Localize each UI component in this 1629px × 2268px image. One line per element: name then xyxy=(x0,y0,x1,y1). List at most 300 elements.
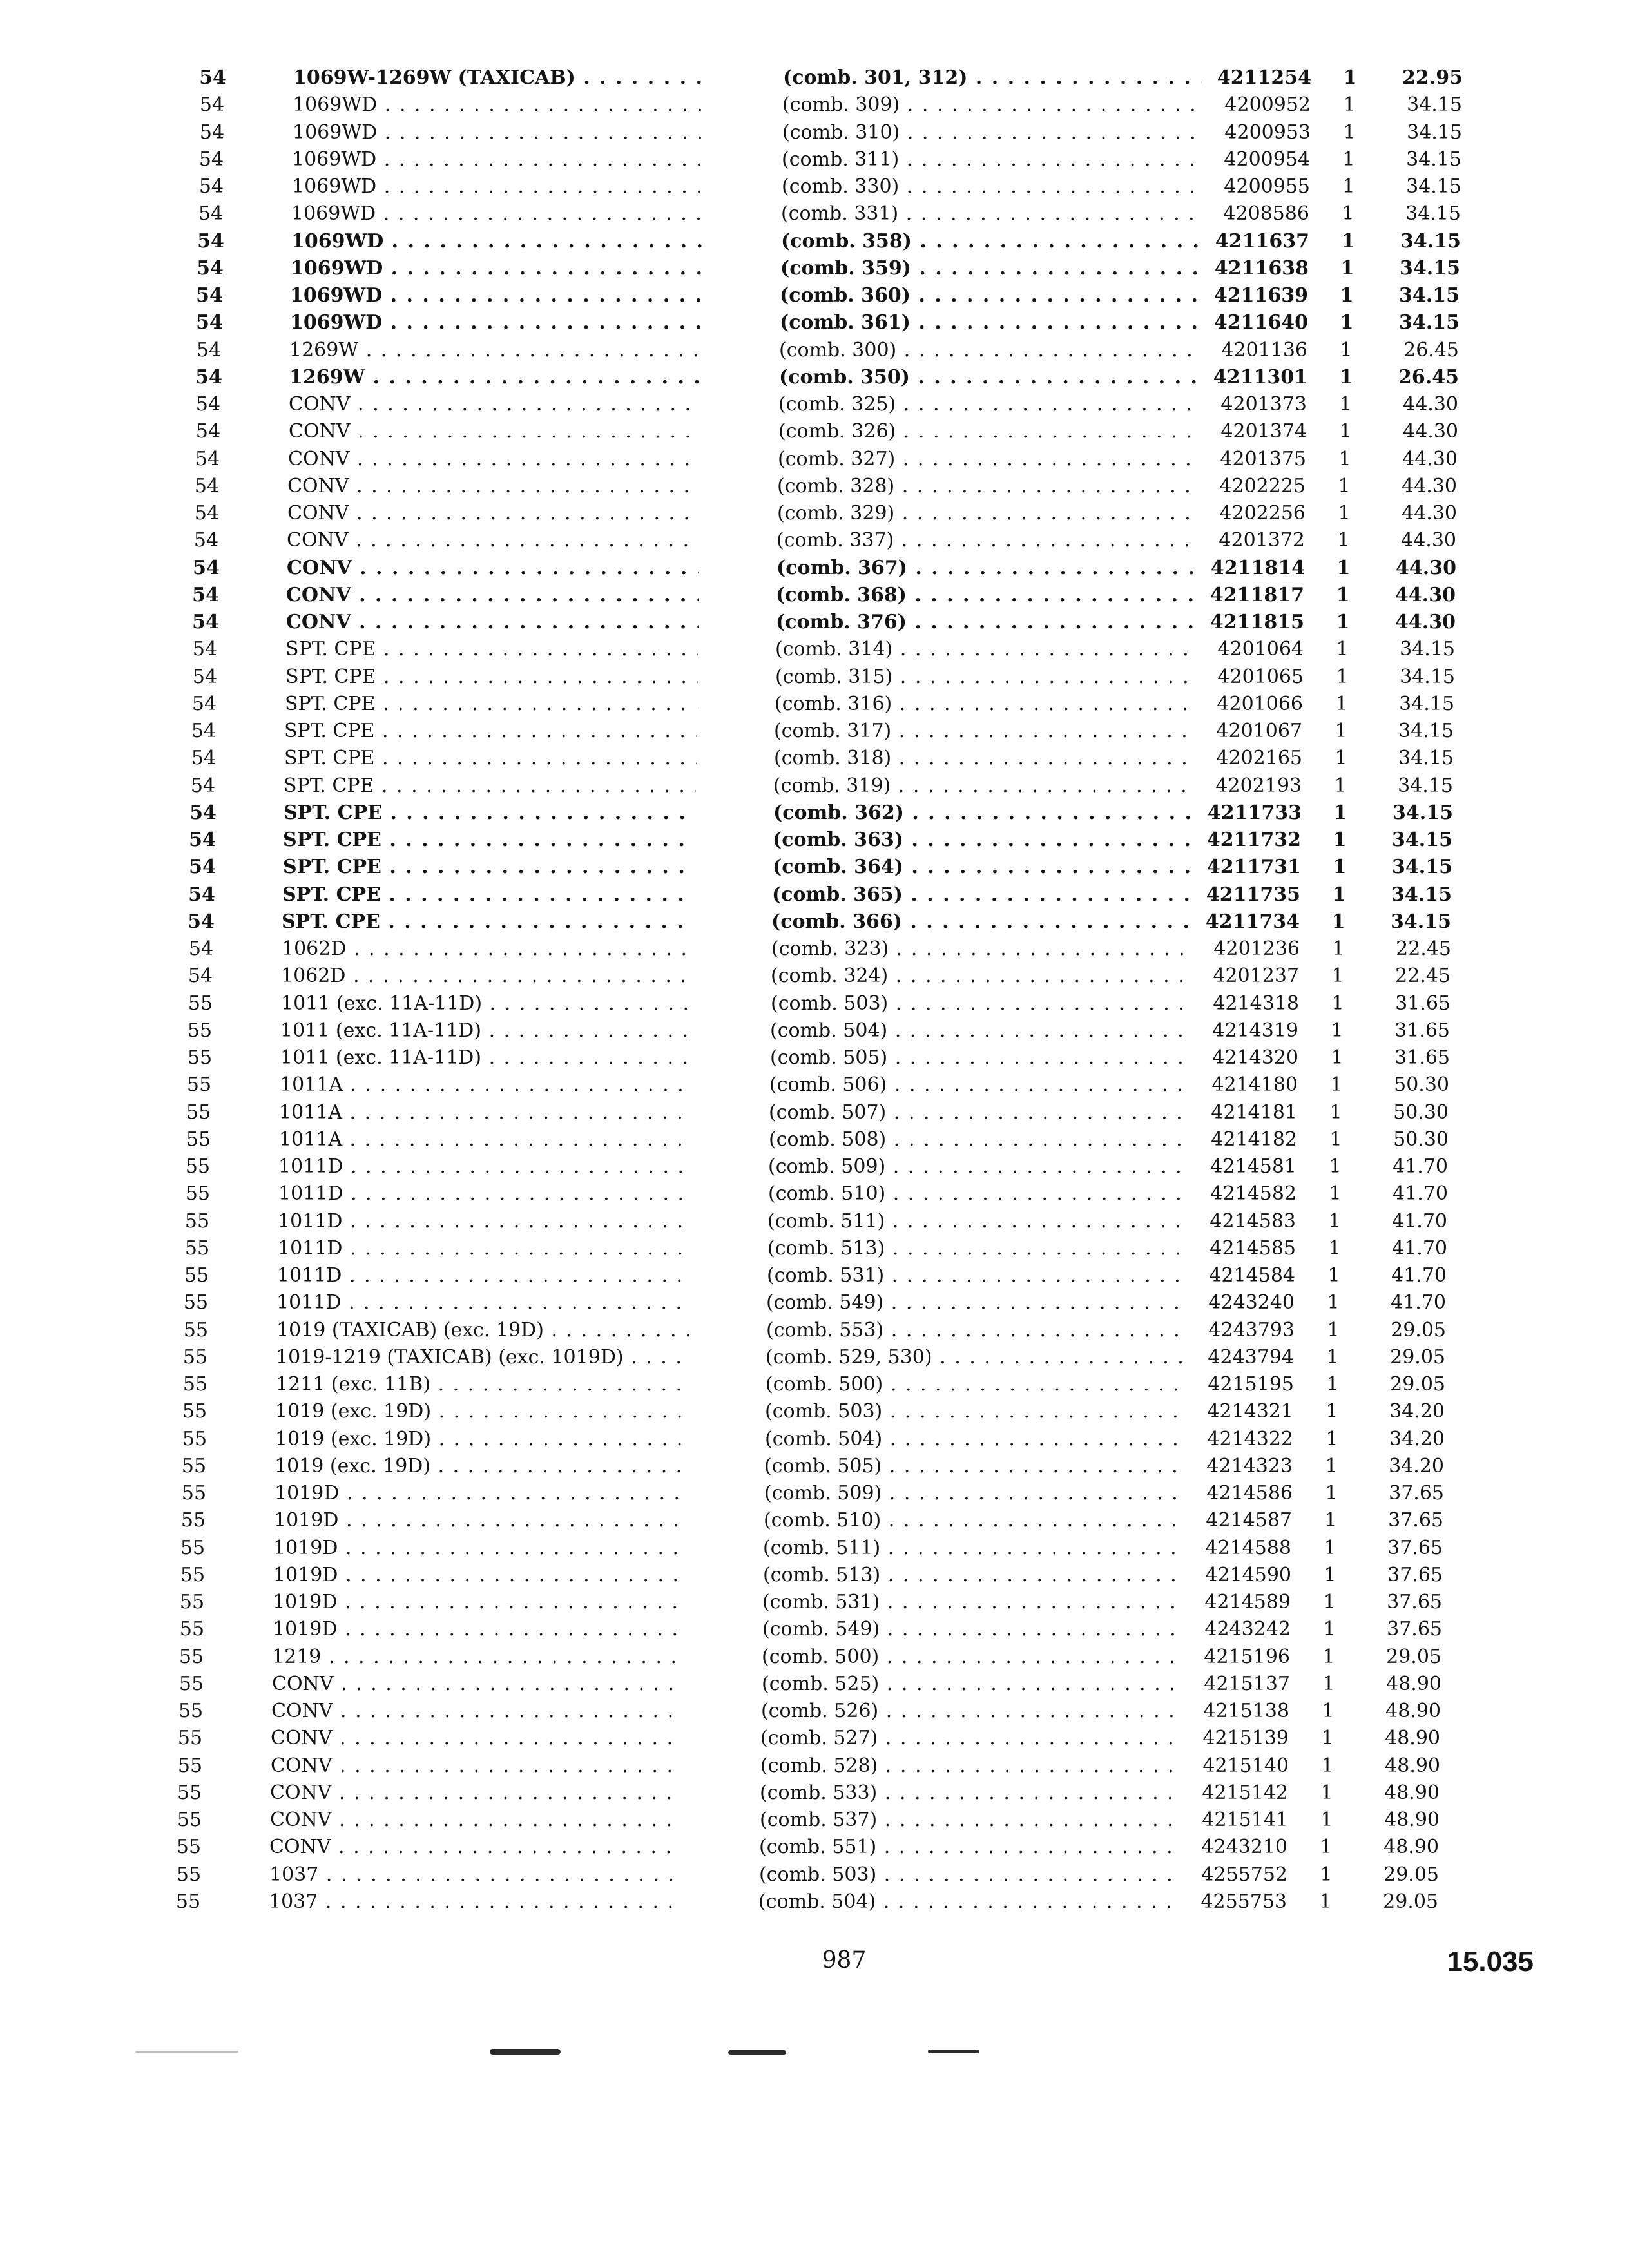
table-row xyxy=(0,582,1629,609)
combination-cell: (comb. 309) . . . xyxy=(782,91,1201,119)
quantity-cell: 1 xyxy=(1322,1645,1335,1668)
table-row xyxy=(0,1398,1629,1425)
model-cell: 1019 (exc. 19D) . . . xyxy=(275,1453,687,1480)
table-row xyxy=(0,1562,1629,1589)
combination-cell: (comb. 549) . . . xyxy=(766,1289,1185,1316)
quantity-cell: 1 xyxy=(1343,66,1357,89)
combination-cell: (comb. 505) . . . xyxy=(764,1453,1183,1480)
price-cell: 50.30 xyxy=(1393,1128,1449,1151)
combination-cell: (comb. 529, 530) . . . xyxy=(766,1344,1184,1371)
year-cell: 54 xyxy=(192,611,219,634)
year-cell: 55 xyxy=(178,1700,204,1723)
part-number-cell: 4202165 xyxy=(1216,747,1302,770)
part-number-cell: 4211637 xyxy=(1215,229,1309,253)
combination-cell: (comb. 363) . . . xyxy=(773,827,1191,854)
year-cell: 55 xyxy=(186,1128,211,1151)
combination-cell: (comb. 310) . . . xyxy=(782,119,1201,146)
quantity-cell: 1 xyxy=(1335,692,1348,715)
combination-cell: (comb. 510) . . . xyxy=(764,1507,1182,1534)
price-cell: 34.15 xyxy=(1398,720,1454,743)
scan-smudge xyxy=(728,2050,786,2055)
year-cell: 54 xyxy=(199,66,226,89)
section-number: 15.035 xyxy=(1447,1946,1534,1977)
quantity-cell: 1 xyxy=(1342,148,1355,171)
combination-cell: (comb. 500) . . . xyxy=(762,1644,1181,1671)
combination-cell: (comb. 360) . . . xyxy=(780,282,1199,309)
model-cell: SPT. CPE . . . xyxy=(284,718,697,745)
price-cell: 31.65 xyxy=(1394,1046,1450,1070)
part-number-cell: 4243793 xyxy=(1208,1318,1295,1341)
combination-cell: (comb. 508) . . . xyxy=(769,1126,1188,1153)
table-row xyxy=(0,64,1629,91)
part-number-cell: 4200952 xyxy=(1224,93,1311,117)
price-cell: 41.70 xyxy=(1392,1209,1447,1233)
year-cell: 55 xyxy=(178,1672,204,1695)
model-cell: SPT. CPE . . . xyxy=(285,664,698,691)
table-row xyxy=(0,1099,1629,1126)
year-cell: 54 xyxy=(198,202,224,226)
price-cell: 48.90 xyxy=(1385,1727,1440,1750)
combination-cell: (comb. 301, 312) . . . xyxy=(783,64,1202,91)
year-cell: 55 xyxy=(177,1727,203,1750)
model-cell: CONV . . . xyxy=(287,500,700,527)
model-cell: 1069WD . . . xyxy=(291,228,704,255)
year-cell: 54 xyxy=(191,720,217,743)
table-row xyxy=(0,446,1629,473)
part-number-cell: 4214180 xyxy=(1211,1073,1298,1097)
combination-cell: (comb. 327) . . . xyxy=(778,446,1197,473)
quantity-cell: 1 xyxy=(1331,992,1344,1015)
year-cell: 54 xyxy=(189,856,216,879)
quantity-cell: 1 xyxy=(1327,1264,1340,1287)
year-cell: 55 xyxy=(180,1536,206,1559)
year-cell: 54 xyxy=(198,148,224,171)
price-cell: 29.05 xyxy=(1383,1890,1438,1913)
quantity-cell: 1 xyxy=(1333,829,1347,852)
part-number-cell: 4211815 xyxy=(1210,611,1304,634)
part-number-cell: 4215138 xyxy=(1203,1700,1289,1723)
table-row xyxy=(0,1426,1629,1453)
table-row xyxy=(0,119,1629,146)
year-cell: 54 xyxy=(188,965,213,988)
price-cell: 29.05 xyxy=(1391,1318,1446,1341)
year-cell: 54 xyxy=(195,447,220,470)
quantity-cell: 1 xyxy=(1320,1836,1333,1859)
price-cell: 41.70 xyxy=(1392,1236,1447,1260)
quantity-cell: 1 xyxy=(1332,937,1345,961)
year-cell: 55 xyxy=(183,1318,209,1341)
year-cell: 55 xyxy=(178,1645,204,1668)
part-number-cell: 4215140 xyxy=(1202,1754,1289,1777)
price-cell: 50.30 xyxy=(1394,1073,1449,1097)
table-row xyxy=(0,1453,1629,1480)
quantity-cell: 1 xyxy=(1325,1427,1338,1450)
price-cell: 44.30 xyxy=(1395,611,1456,634)
table-row xyxy=(0,418,1629,445)
year-cell: 55 xyxy=(184,1236,210,1260)
table-row xyxy=(0,1888,1629,1916)
part-number-cell: 4201065 xyxy=(1217,665,1304,688)
part-number-cell: 4214323 xyxy=(1206,1454,1293,1477)
part-number-cell: 4214319 xyxy=(1212,1019,1298,1042)
model-cell: 1011D . . . xyxy=(278,1153,691,1180)
combination-cell: (comb. 528) . . . xyxy=(760,1753,1179,1780)
model-cell: 1069WD . . . xyxy=(291,255,703,282)
year-cell: 55 xyxy=(181,1482,207,1505)
price-cell: 34.15 xyxy=(1407,93,1462,117)
combination-cell: (comb. 513) . . . xyxy=(767,1235,1186,1262)
year-cell: 55 xyxy=(188,992,213,1015)
model-cell: 1011 (exc. 11A-11D) . . . xyxy=(280,1017,693,1044)
combination-cell: (comb. 509) . . . xyxy=(768,1153,1187,1180)
table-row xyxy=(0,1072,1629,1099)
combination-cell: (comb. 503) . . . xyxy=(759,1861,1178,1888)
part-number-cell: 4214584 xyxy=(1209,1264,1295,1287)
part-number-cell: 4211735 xyxy=(1206,883,1300,906)
model-cell: SPT. CPE . . . xyxy=(282,881,695,908)
year-cell: 54 xyxy=(193,556,220,579)
model-cell: CONV . . . xyxy=(271,1753,683,1780)
price-cell: 34.20 xyxy=(1389,1427,1445,1450)
quantity-cell: 1 xyxy=(1332,883,1346,906)
part-number-cell: 4214582 xyxy=(1210,1182,1296,1206)
table-row xyxy=(0,1671,1629,1698)
table-row xyxy=(0,827,1629,854)
combination-cell: (comb. 364) . . . xyxy=(773,854,1191,881)
price-cell: 31.65 xyxy=(1394,1019,1450,1042)
price-cell: 48.90 xyxy=(1383,1836,1439,1859)
table-row xyxy=(0,1317,1629,1344)
year-cell: 54 xyxy=(195,420,221,443)
year-cell: 55 xyxy=(179,1591,205,1614)
part-number-cell: 4201236 xyxy=(1213,937,1300,961)
model-cell: 1019 (exc. 19D) . . . xyxy=(275,1398,688,1425)
quantity-cell: 1 xyxy=(1343,93,1356,117)
part-number-cell: 4202193 xyxy=(1215,774,1302,797)
combination-cell: (comb. 551) . . . xyxy=(759,1834,1178,1861)
price-cell: 34.15 xyxy=(1398,747,1454,770)
price-cell: 48.90 xyxy=(1384,1781,1440,1804)
quantity-cell: 1 xyxy=(1322,1672,1335,1695)
model-cell: 1011D . . . xyxy=(278,1235,690,1262)
quantity-cell: 1 xyxy=(1329,1100,1342,1124)
table-row xyxy=(0,255,1629,282)
model-cell: 1011A . . . xyxy=(279,1099,691,1126)
combination-cell: (comb. 330) . . . xyxy=(782,173,1200,200)
combination-cell: (comb. 533) . . . xyxy=(760,1780,1179,1807)
table-row xyxy=(0,1235,1629,1262)
price-cell: 48.90 xyxy=(1385,1700,1441,1723)
year-cell: 55 xyxy=(184,1264,209,1287)
price-cell: 22.95 xyxy=(1402,66,1463,89)
combination-cell: (comb. 531) . . . xyxy=(762,1589,1181,1616)
price-cell: 34.15 xyxy=(1407,120,1462,144)
part-number-cell: 4214182 xyxy=(1211,1128,1297,1151)
model-cell: 1269W . . . xyxy=(289,364,702,391)
combination-cell: (comb. 328) . . . xyxy=(777,473,1196,500)
price-cell: 22.45 xyxy=(1396,937,1451,961)
combination-cell: (comb. 324) . . . xyxy=(771,963,1190,990)
table-row xyxy=(0,91,1629,119)
year-cell: 55 xyxy=(177,1754,203,1777)
model-cell: 1069WD . . . xyxy=(292,173,704,200)
price-cell: 41.70 xyxy=(1393,1182,1448,1206)
table-row xyxy=(0,990,1629,1017)
price-cell: 44.30 xyxy=(1396,556,1456,579)
combination-cell: (comb. 367) . . . xyxy=(776,555,1195,582)
part-number-cell: 4202256 xyxy=(1219,502,1306,525)
combination-cell: (comb. 350) . . . xyxy=(779,364,1198,391)
quantity-cell: 1 xyxy=(1319,1890,1332,1913)
combination-cell: (comb. 503) . . . xyxy=(765,1398,1184,1425)
model-cell: 1069WD . . . xyxy=(290,282,702,309)
table-row xyxy=(0,1644,1629,1671)
year-cell: 55 xyxy=(177,1781,202,1804)
price-cell: 48.90 xyxy=(1384,1809,1440,1832)
quantity-cell: 1 xyxy=(1329,1155,1342,1178)
year-cell: 54 xyxy=(199,93,225,117)
combination-cell: (comb. 507) . . . xyxy=(769,1099,1188,1126)
quantity-cell: 1 xyxy=(1338,502,1351,525)
part-number-cell: 4211734 xyxy=(1205,910,1300,933)
table-row xyxy=(0,1753,1629,1780)
quantity-cell: 1 xyxy=(1331,1019,1344,1042)
year-cell: 55 xyxy=(176,1863,202,1886)
price-cell: 34.15 xyxy=(1406,148,1461,171)
quantity-cell: 1 xyxy=(1335,747,1347,770)
quantity-cell: 1 xyxy=(1329,1182,1342,1206)
quantity-cell: 1 xyxy=(1326,1345,1339,1369)
year-cell: 55 xyxy=(181,1454,207,1477)
table-row xyxy=(0,1480,1629,1507)
combination-cell: (comb. 527) . . . xyxy=(760,1725,1179,1752)
price-cell: 34.15 xyxy=(1405,202,1461,226)
combination-cell: (comb. 531) . . . xyxy=(767,1262,1186,1289)
part-number-cell: 4243242 xyxy=(1204,1618,1291,1641)
model-cell: 1062D . . . xyxy=(281,963,693,990)
price-cell: 37.65 xyxy=(1389,1482,1444,1505)
year-cell: 54 xyxy=(195,393,221,416)
price-cell: 34.20 xyxy=(1389,1454,1444,1477)
model-cell: 1011D . . . xyxy=(276,1289,689,1316)
quantity-cell: 1 xyxy=(1340,256,1354,280)
quantity-cell: 1 xyxy=(1336,611,1350,634)
table-row xyxy=(0,1153,1629,1180)
part-number-cell: 4211733 xyxy=(1207,801,1302,824)
quantity-cell: 1 xyxy=(1325,1400,1338,1423)
price-cell: 34.20 xyxy=(1389,1400,1445,1423)
quantity-cell: 1 xyxy=(1324,1509,1337,1532)
year-cell: 55 xyxy=(185,1155,211,1178)
year-cell: 54 xyxy=(197,256,224,280)
model-cell: 1011D . . . xyxy=(278,1208,690,1235)
quantity-cell: 1 xyxy=(1328,1209,1341,1233)
quantity-cell: 1 xyxy=(1330,1073,1343,1097)
part-number-cell: 4211732 xyxy=(1206,829,1301,852)
combination-cell: (comb. 325) . . . xyxy=(778,391,1197,418)
part-number-cell: 4214589 xyxy=(1204,1591,1291,1614)
year-cell: 55 xyxy=(182,1427,207,1450)
table-row xyxy=(0,391,1629,418)
model-cell: CONV . . . xyxy=(287,473,700,500)
table-row xyxy=(0,1044,1629,1072)
table-row xyxy=(0,691,1629,718)
year-cell: 55 xyxy=(180,1509,206,1532)
model-cell: 1019D . . . xyxy=(275,1480,687,1507)
year-cell: 54 xyxy=(199,120,225,144)
page-number: 987 xyxy=(822,1947,867,1974)
price-cell: 48.90 xyxy=(1386,1672,1441,1695)
price-cell: 26.45 xyxy=(1403,338,1459,361)
part-number-cell: 4214318 xyxy=(1213,992,1299,1015)
model-cell: 1069W-1269W (TAXICAB) . . . xyxy=(293,64,706,91)
quantity-cell: 1 xyxy=(1342,202,1354,226)
quantity-cell: 1 xyxy=(1322,1700,1335,1723)
price-cell: 34.15 xyxy=(1400,229,1461,253)
model-cell: 1019D . . . xyxy=(273,1589,685,1616)
part-number-cell: 4211254 xyxy=(1217,66,1311,89)
part-number-cell: 4243794 xyxy=(1208,1345,1294,1369)
quantity-cell: 1 xyxy=(1335,720,1347,743)
part-number-cell: 4211731 xyxy=(1206,856,1301,879)
quantity-cell: 1 xyxy=(1337,529,1350,552)
combination-cell: (comb. 376) . . . xyxy=(776,609,1195,636)
table-row xyxy=(0,146,1629,173)
quantity-cell: 1 xyxy=(1340,311,1354,334)
table-row xyxy=(0,1126,1629,1153)
table-row xyxy=(0,1180,1629,1207)
year-cell: 54 xyxy=(191,747,217,770)
quantity-cell: 1 xyxy=(1339,420,1352,443)
part-number-cell: 4214581 xyxy=(1210,1155,1296,1178)
price-cell: 22.45 xyxy=(1395,965,1451,988)
year-cell: 54 xyxy=(194,502,220,525)
model-cell: 1011 (exc. 11A-11D) . . . xyxy=(281,990,693,1017)
table-row xyxy=(0,773,1629,800)
table-row xyxy=(0,1371,1629,1398)
year-cell: 55 xyxy=(187,1046,213,1070)
price-cell: 34.15 xyxy=(1400,256,1460,280)
table-row xyxy=(0,364,1629,391)
price-cell: 29.05 xyxy=(1383,1863,1439,1886)
combination-cell: (comb. 329) . . . xyxy=(777,500,1196,527)
quantity-cell: 1 xyxy=(1325,1454,1338,1477)
table-row xyxy=(0,1725,1629,1752)
table-row xyxy=(0,881,1629,908)
price-cell: 34.15 xyxy=(1391,883,1452,906)
part-number-cell: 4243210 xyxy=(1201,1836,1287,1859)
quantity-cell: 1 xyxy=(1331,910,1345,933)
part-number-cell: 4214587 xyxy=(1206,1509,1292,1532)
part-number-cell: 4201064 xyxy=(1217,638,1304,661)
table-row xyxy=(0,282,1629,309)
combination-cell: (comb. 526) . . . xyxy=(761,1698,1180,1725)
quantity-cell: 1 xyxy=(1324,1536,1336,1559)
part-number-cell: 4211638 xyxy=(1214,256,1309,280)
price-cell: 48.90 xyxy=(1385,1754,1440,1777)
year-cell: 54 xyxy=(194,474,220,497)
year-cell: 54 xyxy=(188,910,215,933)
combination-cell: (comb. 505) . . . xyxy=(770,1044,1189,1072)
price-cell: 34.15 xyxy=(1400,638,1455,661)
quantity-cell: 1 xyxy=(1323,1591,1336,1614)
price-cell: 34.15 xyxy=(1392,829,1452,852)
combination-cell: (comb. 504) . . . xyxy=(770,1017,1189,1044)
year-cell: 55 xyxy=(182,1373,208,1396)
table-row xyxy=(0,1289,1629,1316)
quantity-cell: 1 xyxy=(1340,284,1354,307)
combination-cell: (comb. 511) . . . xyxy=(767,1208,1186,1235)
price-cell: 29.05 xyxy=(1390,1373,1445,1396)
model-cell: SPT. CPE . . . xyxy=(284,800,696,827)
model-cell: 1211 (exc. 11B) . . . xyxy=(276,1371,688,1398)
table-row xyxy=(0,1344,1629,1371)
table-row xyxy=(0,963,1629,990)
combination-cell: (comb. 319) . . . xyxy=(773,773,1192,800)
quantity-cell: 1 xyxy=(1340,338,1353,361)
table-row xyxy=(0,1208,1629,1235)
quantity-cell: 1 xyxy=(1327,1318,1340,1341)
combination-cell: (comb. 500) . . . xyxy=(766,1371,1184,1398)
quantity-cell: 1 xyxy=(1320,1809,1333,1832)
model-cell: SPT. CPE . . . xyxy=(283,854,695,881)
part-number-cell: 4201373 xyxy=(1220,393,1307,416)
table-row xyxy=(0,745,1629,772)
combination-cell: (comb. 368) . . . xyxy=(776,582,1195,609)
combination-cell: (comb. 300) . . . xyxy=(779,337,1198,364)
year-cell: 54 xyxy=(196,311,223,334)
price-cell: 34.15 xyxy=(1399,692,1454,715)
year-cell: 54 xyxy=(193,529,219,552)
part-number-cell: 4200955 xyxy=(1224,175,1310,198)
part-number-cell: 4214590 xyxy=(1205,1563,1291,1586)
model-cell: 1019 (exc. 19D) . . . xyxy=(275,1426,688,1453)
table-row xyxy=(0,1807,1629,1834)
table-row xyxy=(0,1535,1629,1562)
quantity-cell: 1 xyxy=(1336,583,1350,606)
table-row xyxy=(0,200,1629,227)
year-cell: 55 xyxy=(182,1400,207,1423)
price-cell: 44.30 xyxy=(1403,393,1458,416)
combination-cell: (comb. 359) . . . xyxy=(780,255,1199,282)
model-cell: SPT. CPE . . . xyxy=(285,691,697,718)
part-number-cell: 4215195 xyxy=(1208,1373,1294,1396)
quantity-cell: 1 xyxy=(1328,1236,1341,1260)
year-cell: 54 xyxy=(189,829,216,852)
model-cell: 1019 (TAXICAB) (exc. 19D) . . . xyxy=(276,1317,689,1344)
model-cell: SPT. CPE . . . xyxy=(282,908,694,936)
quantity-cell: 1 xyxy=(1338,447,1351,470)
model-cell: 1019D . . . xyxy=(273,1616,685,1643)
table-row xyxy=(0,908,1629,936)
part-number-cell: 4201066 xyxy=(1217,692,1303,715)
table-row xyxy=(0,228,1629,255)
year-cell: 55 xyxy=(184,1209,210,1233)
combination-cell: (comb. 511) . . . xyxy=(763,1535,1182,1562)
year-cell: 55 xyxy=(182,1345,208,1369)
price-cell: 37.65 xyxy=(1387,1591,1442,1614)
model-cell: 1069WD . . . xyxy=(292,146,704,173)
year-cell: 55 xyxy=(180,1563,206,1586)
combination-cell: (comb. 504) . . . xyxy=(765,1426,1184,1453)
combination-cell: (comb. 509) . . . xyxy=(764,1480,1183,1507)
combination-cell: (comb. 362) . . . xyxy=(773,800,1192,827)
model-cell: CONV . . . xyxy=(271,1725,683,1752)
price-cell: 41.70 xyxy=(1393,1155,1448,1178)
quantity-cell: 1 xyxy=(1321,1727,1334,1750)
quantity-cell: 1 xyxy=(1336,638,1349,661)
model-cell: SPT. CPE . . . xyxy=(284,745,697,772)
